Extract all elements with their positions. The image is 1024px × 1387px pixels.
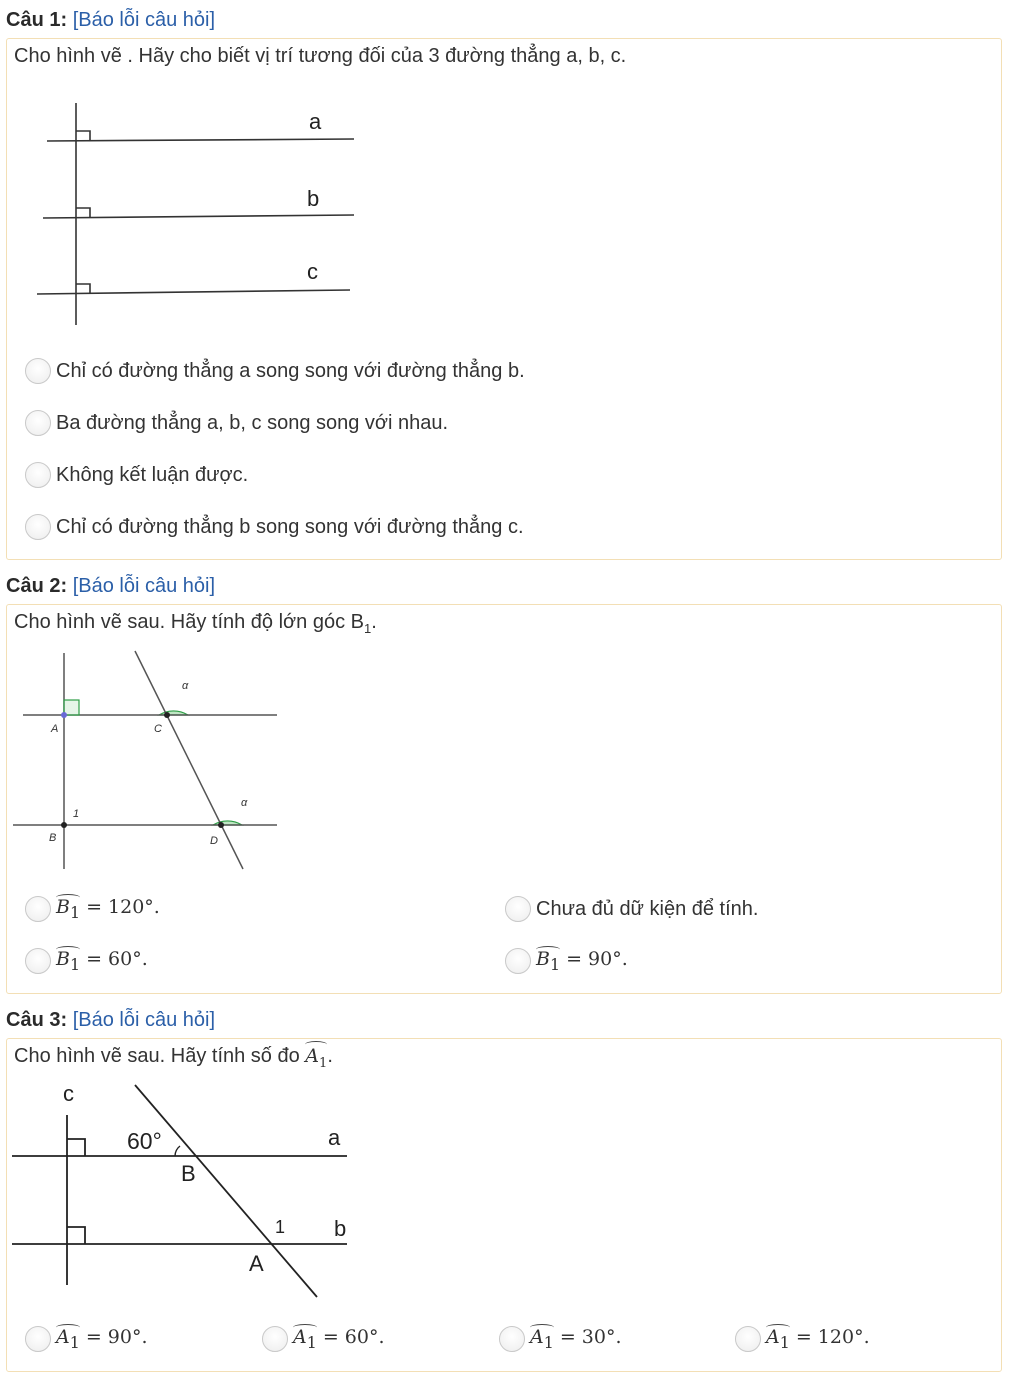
question-1-figure bbox=[27, 99, 367, 331]
option-formula: $A_1 = 60^\circ$. bbox=[293, 1326, 385, 1352]
label-A: A bbox=[249, 1251, 264, 1276]
label-c: c bbox=[63, 1081, 74, 1106]
option-label: Chưa đủ dữ kiện để tính. bbox=[536, 897, 759, 920]
question-3-text-main: Cho hình vẽ sau. Hãy tính số đo bbox=[14, 1045, 306, 1067]
label-b: b bbox=[307, 186, 320, 211]
q1-option-3[interactable] bbox=[25, 459, 248, 491]
question-1-header bbox=[6, 8, 215, 32]
point-a bbox=[61, 712, 67, 718]
question-2-number: Câu 2: bbox=[6, 575, 68, 597]
question-3-header bbox=[6, 1008, 215, 1032]
angle-arc-60 bbox=[175, 1146, 180, 1156]
right-angle-mark bbox=[64, 700, 79, 715]
label-B: B bbox=[49, 832, 57, 844]
line-a bbox=[47, 139, 354, 141]
label-c: c bbox=[307, 259, 318, 284]
question-2-figure bbox=[7, 649, 287, 877]
label-a: a bbox=[328, 1125, 341, 1150]
q2-option-3[interactable] bbox=[25, 945, 148, 977]
question-3-text-end: . bbox=[327, 1045, 333, 1067]
option-label: Ba đường thẳng a, b, c song song với nhau. bbox=[56, 411, 449, 434]
radio-button[interactable] bbox=[25, 948, 51, 974]
option-formula: $B_1 = 60^\circ$. bbox=[56, 948, 148, 974]
q2-option-1[interactable] bbox=[25, 893, 160, 925]
option-formula: $A_1 = 30^\circ$. bbox=[530, 1326, 622, 1352]
question-3-figure bbox=[7, 1077, 357, 1299]
radio-button[interactable] bbox=[25, 358, 51, 384]
right-angle-mark-a bbox=[67, 1139, 85, 1156]
question-2-text-main: Cho hình vẽ sau. Hãy tính độ lớn góc B bbox=[14, 611, 364, 633]
question-3-number: Câu 3: bbox=[6, 1009, 68, 1031]
option-formula: $A_1 = 90^\circ$. bbox=[56, 1326, 148, 1352]
transversal-line bbox=[135, 1085, 317, 1297]
question-2-text-end: . bbox=[371, 611, 377, 633]
q3-option-2[interactable] bbox=[262, 1323, 385, 1355]
option-formula: $B_1 = 90^\circ$. bbox=[536, 948, 628, 974]
label-A: A bbox=[51, 723, 59, 735]
point-b bbox=[61, 822, 67, 828]
radio-button[interactable] bbox=[25, 462, 51, 488]
point-c bbox=[164, 712, 170, 718]
line-c bbox=[37, 290, 350, 294]
radio-button[interactable] bbox=[735, 1326, 761, 1352]
label-1: 1 bbox=[73, 808, 80, 820]
radio-button[interactable] bbox=[25, 1326, 51, 1352]
q3-option-3[interactable] bbox=[499, 1323, 622, 1355]
q2-option-2[interactable] bbox=[505, 893, 758, 925]
question-3-text bbox=[14, 1043, 333, 1077]
radio-button[interactable] bbox=[505, 948, 531, 974]
option-formula: $A_1 = 120^\circ$. bbox=[766, 1326, 870, 1352]
right-angle-mark-c bbox=[76, 284, 90, 294]
label-1: 1 bbox=[275, 1217, 286, 1237]
line-cd bbox=[135, 651, 243, 869]
q1-option-2[interactable] bbox=[25, 407, 448, 439]
label-D: D bbox=[210, 835, 218, 847]
q3-option-4[interactable] bbox=[735, 1323, 870, 1355]
label-b: b bbox=[334, 1216, 347, 1241]
report-error-link[interactable]: [Báo lỗi câu hỏi] bbox=[72, 9, 216, 31]
option-label: Chỉ có đường thẳng a song song với đường thẳng b. bbox=[56, 359, 525, 382]
right-angle-mark-b bbox=[76, 208, 90, 218]
question-2-box bbox=[6, 604, 1002, 994]
question-3-box bbox=[6, 1038, 1002, 1372]
point-d bbox=[218, 822, 224, 828]
radio-button[interactable] bbox=[25, 410, 51, 436]
question-1-number: Câu 1: bbox=[6, 9, 68, 31]
label-a: a bbox=[309, 109, 322, 134]
radio-button[interactable] bbox=[499, 1326, 525, 1352]
radio-button[interactable] bbox=[25, 896, 51, 922]
radio-button[interactable] bbox=[262, 1326, 288, 1352]
radio-button[interactable] bbox=[505, 896, 531, 922]
option-label: Không kết luận được. bbox=[56, 463, 249, 486]
question-3-text-var: $A_1$ bbox=[305, 1043, 327, 1077]
label-C: C bbox=[154, 723, 162, 735]
option-label: Chỉ có đường thẳng b song song với đường thẳng c. bbox=[56, 515, 524, 538]
option-formula: $B_1 = 120^\circ$. bbox=[56, 896, 160, 922]
label-60-degrees: 60° bbox=[127, 1128, 162, 1154]
question-1-box bbox=[6, 38, 1002, 560]
label-alpha-2: α bbox=[241, 797, 248, 809]
q1-option-1[interactable] bbox=[25, 355, 525, 387]
report-error-link[interactable]: [Báo lỗi câu hỏi] bbox=[72, 575, 216, 597]
label-alpha-1: α bbox=[182, 680, 189, 692]
q3-option-1[interactable] bbox=[25, 1323, 148, 1355]
right-angle-mark-a bbox=[76, 131, 90, 141]
q2-option-4[interactable] bbox=[505, 945, 628, 977]
question-2-text bbox=[14, 609, 377, 642]
question-1-text: Cho hình vẽ . Hãy cho biết vị trí tương đối của 3 đường thẳng a, b, c. bbox=[14, 45, 627, 67]
question-2-text-sub: 1 bbox=[364, 621, 372, 636]
right-angle-mark-b bbox=[67, 1227, 85, 1244]
label-B: B bbox=[181, 1161, 196, 1186]
report-error-link[interactable]: [Báo lỗi câu hỏi] bbox=[72, 1009, 216, 1031]
radio-button[interactable] bbox=[25, 514, 51, 540]
question-2-header bbox=[6, 574, 215, 598]
q1-option-4[interactable] bbox=[25, 511, 524, 543]
